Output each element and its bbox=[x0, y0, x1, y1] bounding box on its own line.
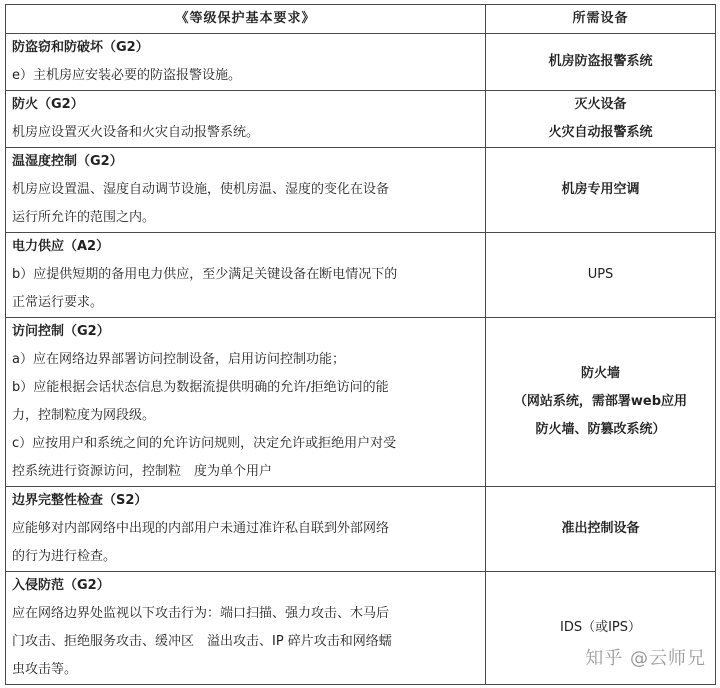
device-line: （网站系统，需部署web应用 bbox=[513, 394, 688, 409]
requirement-line: 应能够对内部网络中出现的内部用户未通过准许私自联到外部网络 bbox=[12, 521, 390, 536]
table-row bbox=[6, 318, 716, 487]
requirement-title: 电力供应（A2） bbox=[12, 239, 110, 254]
table-row bbox=[6, 233, 716, 318]
device-line: UPS bbox=[587, 267, 614, 282]
requirement-line: b）应提供短期的备用电力供应，至少满足关键设备在断电情况下的 bbox=[12, 267, 398, 282]
requirement-cell bbox=[6, 572, 486, 685]
watermark-text: 知乎 @云师兄 bbox=[585, 648, 706, 669]
requirement-cell bbox=[6, 233, 486, 318]
requirements-table bbox=[5, 4, 716, 685]
device-cell bbox=[486, 91, 716, 148]
device-cell bbox=[486, 34, 716, 91]
requirement-line: e）主机房应安装必要的防盗报警设施。 bbox=[12, 68, 241, 83]
table-row bbox=[6, 148, 716, 233]
device-line: IDS（或IPS） bbox=[559, 620, 642, 635]
requirement-line: 机房应设置温、湿度自动调节设施，使机房温、湿度的变化在设备 bbox=[12, 182, 390, 197]
requirement-line: 机房应设置灭火设备和火灾自动报警系统。 bbox=[12, 125, 260, 140]
requirement-cell bbox=[6, 148, 486, 233]
device-line: 准出控制设备 bbox=[561, 521, 640, 536]
device-line: 机房防盗报警系统 bbox=[548, 54, 653, 69]
requirement-title: 温湿度控制（G2） bbox=[12, 154, 123, 169]
requirement-cell bbox=[6, 91, 486, 148]
requirement-title: 边界完整性检查（S2） bbox=[12, 493, 148, 508]
table-row bbox=[6, 34, 716, 91]
requirement-line: 运行所允许的范围之内。 bbox=[12, 210, 156, 225]
header-requirements: 《等级保护基本要求》 bbox=[6, 5, 486, 34]
device-line: 防火墙、防篡改系统） bbox=[535, 422, 666, 437]
device-line: 灭火设备 bbox=[574, 97, 627, 112]
requirement-cell bbox=[6, 34, 486, 91]
requirement-line: a）应在网络边界部署访问控制设备，启用访问控制功能； bbox=[12, 352, 345, 367]
header-devices: 所需设备 bbox=[486, 5, 716, 34]
requirement-line: 应在网络边界处监视以下攻击行为：端口扫描、强力攻击、木马后 bbox=[12, 606, 390, 621]
requirement-cell bbox=[6, 487, 486, 572]
requirement-line: b）应能根据会话状态信息为数据流提供明确的允许/拒绝访问的能 bbox=[12, 380, 389, 395]
device-cell bbox=[486, 148, 716, 233]
requirement-title: 防火（G2） bbox=[12, 97, 84, 112]
requirement-cell bbox=[6, 318, 486, 487]
device-cell bbox=[486, 487, 716, 572]
device-line: 火灾自动报警系统 bbox=[548, 125, 653, 140]
requirement-title: 入侵防范（G2） bbox=[12, 578, 110, 593]
table-row bbox=[6, 91, 716, 148]
requirement-title: 访问控制（G2） bbox=[12, 324, 110, 339]
device-line: 防火墙 bbox=[580, 366, 620, 381]
requirement-line: 门攻击、拒绝服务攻击、缓冲区 溢出攻击、IP 碎片攻击和网络蠕 bbox=[12, 634, 392, 649]
device-cell bbox=[486, 318, 716, 487]
requirement-line: c）应按用户和系统之间的允许访问规则，决定允许或拒绝用户对受 bbox=[12, 436, 397, 451]
requirement-line: 的行为进行检查。 bbox=[12, 549, 117, 564]
requirement-line: 正常运行要求。 bbox=[12, 295, 104, 310]
requirement-title: 防盗窃和防破坏（G2） bbox=[12, 40, 149, 55]
requirement-line: 虫攻击等。 bbox=[12, 662, 78, 677]
table-header-row bbox=[6, 5, 716, 34]
device-line: 机房专用空调 bbox=[561, 182, 640, 197]
device-cell bbox=[486, 233, 716, 318]
table-row bbox=[6, 487, 716, 572]
requirement-line: 控系统进行资源访问，控制粒 度为单个用户 bbox=[12, 464, 273, 479]
requirement-line: 力，控制粒度为网段级。 bbox=[12, 408, 156, 423]
